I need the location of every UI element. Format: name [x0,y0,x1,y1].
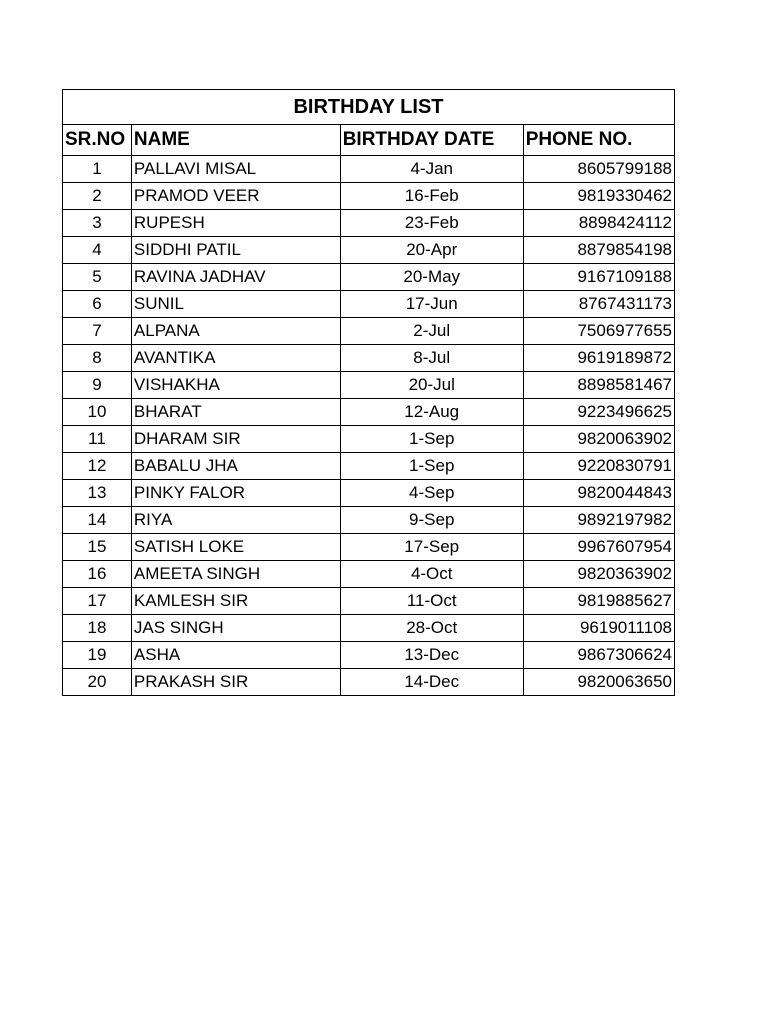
phone-cell: 9819885627 [523,588,674,615]
birthday-date-cell: 14-Dec [340,669,523,696]
title-row [63,90,675,125]
table-row [63,372,675,399]
phone-cell: 7506977655 [523,318,674,345]
sr-no-cell: 3 [63,210,132,237]
phone-cell: 8767431173 [523,291,674,318]
sr-no-cell: 10 [63,399,132,426]
table-row [63,426,675,453]
birthday-date-cell: 9-Sep [340,507,523,534]
table-row [63,480,675,507]
table-row [63,210,675,237]
table-row [63,507,675,534]
table-row [63,291,675,318]
sr-no-cell: 7 [63,318,132,345]
name-cell: BABALU JHA [131,453,340,480]
table-row [63,318,675,345]
table-row [63,237,675,264]
table-row [63,453,675,480]
sr-no-cell: 2 [63,183,132,210]
name-cell: VISHAKHA [131,372,340,399]
birthday-sheet [62,89,675,696]
name-cell: KAMLESH SIR [131,588,340,615]
sr-no-cell: 16 [63,561,132,588]
column-header-sr-no: SR.NO [63,125,132,156]
phone-cell: 9820063902 [523,426,674,453]
phone-cell: 9619189872 [523,345,674,372]
phone-cell: 9867306624 [523,642,674,669]
sr-no-cell: 5 [63,264,132,291]
birthday-date-cell: 23-Feb [340,210,523,237]
phone-cell: 9819330462 [523,183,674,210]
birthday-date-cell: 13-Dec [340,642,523,669]
sr-no-cell: 1 [63,156,132,183]
header-row [63,125,675,156]
table-row [63,534,675,561]
name-cell: PALLAVI MISAL [131,156,340,183]
name-cell: RIYA [131,507,340,534]
table-row [63,264,675,291]
sr-no-cell: 17 [63,588,132,615]
name-cell: PINKY FALOR [131,480,340,507]
sr-no-cell: 8 [63,345,132,372]
column-header-birthday-date: BIRTHDAY DATE [340,125,523,156]
name-cell: AMEETA SINGH [131,561,340,588]
table-title: BIRTHDAY LIST [63,90,675,125]
birthday-date-cell: 28-Oct [340,615,523,642]
table-row [63,615,675,642]
birthday-date-cell: 17-Jun [340,291,523,318]
table-row [63,669,675,696]
phone-cell: 8605799188 [523,156,674,183]
birthday-date-cell: 1-Sep [340,453,523,480]
birthday-date-cell: 12-Aug [340,399,523,426]
phone-cell: 9223496625 [523,399,674,426]
sr-no-cell: 6 [63,291,132,318]
birthday-date-cell: 20-May [340,264,523,291]
name-cell: ASHA [131,642,340,669]
name-cell: BHARAT [131,399,340,426]
name-cell: SATISH LOKE [131,534,340,561]
name-cell: RUPESH [131,210,340,237]
phone-cell: 8898424112 [523,210,674,237]
sr-no-cell: 14 [63,507,132,534]
birthday-date-cell: 16-Feb [340,183,523,210]
sr-no-cell: 9 [63,372,132,399]
birthday-date-cell: 4-Sep [340,480,523,507]
sr-no-cell: 13 [63,480,132,507]
sr-no-cell: 19 [63,642,132,669]
phone-cell: 9892197982 [523,507,674,534]
sr-no-cell: 18 [63,615,132,642]
phone-cell: 9820363902 [523,561,674,588]
sr-no-cell: 20 [63,669,132,696]
name-cell: AVANTIKA [131,345,340,372]
sr-no-cell: 11 [63,426,132,453]
table-row [63,183,675,210]
name-cell: PRAKASH SIR [131,669,340,696]
name-cell: ALPANA [131,318,340,345]
birthday-date-cell: 4-Oct [340,561,523,588]
phone-cell: 8879854198 [523,237,674,264]
birthday-date-cell: 17-Sep [340,534,523,561]
phone-cell: 9619011108 [523,615,674,642]
table-row [63,156,675,183]
phone-cell: 9967607954 [523,534,674,561]
table-row [63,642,675,669]
phone-cell: 9167109188 [523,264,674,291]
birthday-date-cell: 4-Jan [340,156,523,183]
name-cell: JAS SINGH [131,615,340,642]
phone-cell: 9820044843 [523,480,674,507]
birthday-date-cell: 1-Sep [340,426,523,453]
birthday-date-cell: 2-Jul [340,318,523,345]
name-cell: PRAMOD VEER [131,183,340,210]
name-cell: SUNIL [131,291,340,318]
table-body [63,156,675,696]
column-header-phone-no: PHONE NO. [523,125,674,156]
table-row [63,561,675,588]
birthday-date-cell: 8-Jul [340,345,523,372]
column-header-name: NAME [131,125,340,156]
sr-no-cell: 12 [63,453,132,480]
birthday-table [62,89,675,696]
birthday-date-cell: 11-Oct [340,588,523,615]
name-cell: SIDDHI PATIL [131,237,340,264]
birthday-date-cell: 20-Jul [340,372,523,399]
sr-no-cell: 4 [63,237,132,264]
sr-no-cell: 15 [63,534,132,561]
birthday-date-cell: 20-Apr [340,237,523,264]
table-row [63,588,675,615]
table-row [63,345,675,372]
phone-cell: 9220830791 [523,453,674,480]
phone-cell: 9820063650 [523,669,674,696]
name-cell: DHARAM SIR [131,426,340,453]
phone-cell: 8898581467 [523,372,674,399]
name-cell: RAVINA JADHAV [131,264,340,291]
table-row [63,399,675,426]
